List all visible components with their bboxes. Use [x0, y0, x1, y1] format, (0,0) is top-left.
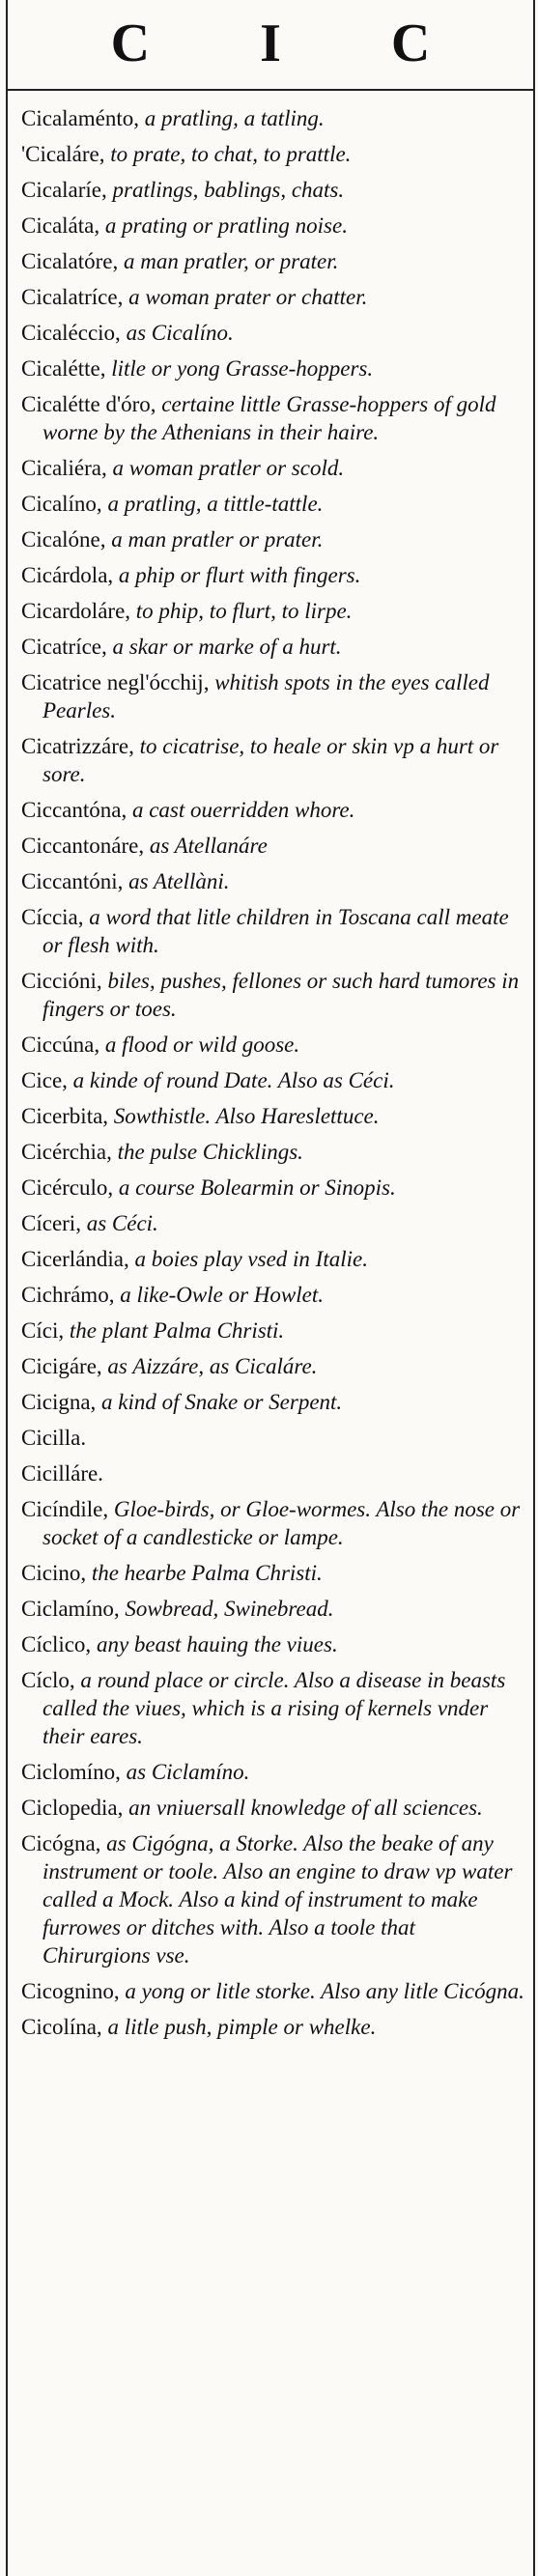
- entry-definition: biles, pushes, fellones or such hard tumores in fingers or toes.: [42, 969, 520, 1021]
- dictionary-entry: [21, 1424, 524, 1452]
- entry-definition: a flood or wild goose.: [104, 1033, 300, 1057]
- entry-definition: a course Bolearmin or Sinopis.: [118, 1175, 396, 1200]
- entry-definition: an vniuersall knowledge of all sciences.: [128, 1796, 483, 1820]
- dictionary-entry: [21, 1829, 524, 1969]
- entry-headword: Cicaláta,: [21, 213, 105, 238]
- entry-headword: Cicilláre.: [21, 1461, 103, 1486]
- dictionary-entry: [21, 633, 524, 661]
- dictionary-entry: [21, 903, 524, 959]
- dictionary-entry: [21, 176, 524, 204]
- entry-definition: a woman pratler or scold.: [112, 456, 345, 480]
- entry-headword: Cicíndile,: [21, 1497, 114, 1521]
- dictionary-entry: [21, 1138, 524, 1166]
- dictionary-entry: [21, 668, 524, 724]
- entry-list: [21, 104, 524, 2049]
- entry-definition: a pratling, a tittle-tattle.: [107, 492, 324, 516]
- entry-headword: Cicalétte d'óro,: [21, 392, 162, 416]
- entry-headword: Cicigáre,: [21, 1354, 108, 1378]
- entry-headword: Cicaliéra,: [21, 456, 113, 480]
- entry-definition: litle or yong Grasse-hoppers.: [111, 356, 374, 381]
- entry-definition: as Atellanáre: [149, 834, 268, 858]
- entry-headword: Cicerlándia,: [21, 1247, 135, 1271]
- entry-definition: the pulse Chicklings.: [117, 1140, 303, 1164]
- dictionary-entry: [21, 1666, 524, 1750]
- entry-headword: Cicatrice negl'ócchij,: [21, 670, 215, 694]
- dictionary-entry: [21, 1630, 524, 1658]
- entry-definition: as Aizzáre, as Cicaláre.: [107, 1354, 318, 1378]
- entry-headword: Ciccantonáre,: [21, 834, 150, 858]
- entry-definition: a kind of Snake or Serpent.: [101, 1390, 343, 1414]
- entry-definition: a man pratler or prater.: [111, 527, 324, 552]
- dictionary-entry: [21, 832, 524, 860]
- entry-headword: Ciccantóni,: [21, 869, 129, 893]
- entry-headword: Cicognino,: [21, 1979, 126, 2003]
- dictionary-entry: [21, 490, 524, 518]
- entry-headword: Cíclico,: [21, 1632, 97, 1656]
- dictionary-entry: [21, 1245, 524, 1273]
- dictionary-entry: [21, 1281, 524, 1309]
- entry-headword: Ciclopedia,: [21, 1796, 129, 1820]
- entry-definition: a boies play vsed in Italie.: [134, 1247, 368, 1271]
- entry-definition: the plant Palma Christi.: [69, 1318, 285, 1343]
- entry-definition: a word that litle children in Toscana call meate or flesh with.: [42, 905, 509, 957]
- entry-definition: a pratling, a tatling.: [144, 106, 325, 130]
- right-border-rule: [533, 0, 535, 2576]
- dictionary-entry: [21, 1352, 524, 1380]
- dictionary-entry: [21, 1459, 524, 1487]
- entry-definition: Sowthistle. Also Hareslettuce.: [113, 1104, 380, 1128]
- dictionary-entry: [21, 1977, 524, 2005]
- dictionary-entry: [21, 1758, 524, 1786]
- entry-definition: a kinde of round Date. Also as Céci.: [72, 1068, 395, 1092]
- entry-headword: Cicino,: [21, 1561, 92, 1585]
- dictionary-entry: [21, 1209, 524, 1237]
- entry-definition: a skar or marke of a hurt.: [112, 635, 342, 659]
- dictionary-entry: [21, 1559, 524, 1587]
- header-divider: [8, 89, 533, 91]
- entry-definition: to cicatrise, to heale or skin vp a hurt or sore.: [42, 734, 499, 786]
- dictionary-entry: [21, 525, 524, 553]
- entry-headword: Cíccia,: [21, 905, 90, 929]
- dictionary-entry: [21, 1388, 524, 1416]
- entry-headword: Cicógna,: [21, 1831, 107, 1855]
- dictionary-entry: [21, 1794, 524, 1822]
- entry-headword: Ciclamíno,: [21, 1597, 126, 1621]
- entry-headword: Cicárdola,: [21, 563, 119, 587]
- entry-headword: Ciccióni,: [21, 969, 108, 993]
- dictionary-entry: [21, 390, 524, 446]
- entry-definition: as Cigógna, a Storke. Also the beake of any instrument or toole. Also an engine to draw vp water called a Mock. Also a kind of instrument to make furrowes or ditches with. Also a toole that Chirurgions vse.: [42, 1831, 513, 1967]
- entry-headword: Cicérchia,: [21, 1140, 118, 1164]
- dictionary-entry: [21, 1495, 524, 1551]
- entry-headword: 'Cicaláre,: [21, 142, 111, 166]
- entry-definition: a woman prater or chatter.: [128, 285, 368, 309]
- entry-headword: Cicalíno,: [21, 492, 108, 516]
- dictionary-entry: [21, 561, 524, 589]
- entry-headword: Cicatrizzáre,: [21, 734, 140, 758]
- entry-definition: a like-Owle or Howlet.: [120, 1283, 324, 1307]
- entry-definition: as Ciclamíno.: [126, 1760, 250, 1784]
- entry-definition: the hearbe Palma Christi.: [91, 1561, 323, 1585]
- entry-headword: Cíclo,: [21, 1668, 81, 1692]
- left-border-rule: [6, 0, 8, 2576]
- dictionary-entry: [21, 1066, 524, 1094]
- dictionary-entry: [21, 247, 524, 275]
- entry-definition: Sowbread, Swinebread.: [125, 1597, 334, 1621]
- entry-definition: whitish spots in the eyes called Pearles.: [42, 670, 490, 722]
- entry-headword: Cíceri,: [21, 1211, 87, 1235]
- entry-definition: as Atellàni.: [128, 869, 230, 893]
- entry-headword: Cichrámo,: [21, 1283, 121, 1307]
- entry-headword: Ciccantóna,: [21, 798, 132, 822]
- entry-headword: Cicalatóre,: [21, 249, 125, 273]
- dictionary-entry: [21, 1316, 524, 1345]
- dictionary-entry: [21, 1174, 524, 1202]
- dictionary-entry: [21, 1595, 524, 1623]
- entry-definition: to phip, to flurt, to lirpe.: [135, 599, 353, 623]
- entry-definition: as Céci.: [86, 1211, 158, 1235]
- entry-headword: Cicolína,: [21, 2015, 108, 2039]
- page-header: C I C: [110, 14, 479, 73]
- dictionary-entry: [21, 104, 524, 132]
- dictionary-entry: [21, 1102, 524, 1130]
- dictionary-entry: [21, 597, 524, 625]
- entry-definition: pratlings, bablings, chats.: [112, 178, 345, 202]
- dictionary-entry: [21, 732, 524, 788]
- entry-headword: Cicigna,: [21, 1390, 102, 1414]
- entry-headword: Cicalóne,: [21, 527, 112, 552]
- dictionary-entry: [21, 212, 524, 240]
- entry-definition: a round place or circle. Also a disease in beasts called the viues, which is a rising of kernels vnder their eares.: [42, 1668, 506, 1748]
- entry-headword: Ciccúna,: [21, 1033, 105, 1057]
- entry-definition: any beast hauing the viues.: [96, 1632, 338, 1656]
- entry-headword: Cicilla.: [21, 1426, 87, 1450]
- entry-definition: a prating or pratling noise.: [104, 213, 348, 238]
- entry-headword: Cicérculo,: [21, 1175, 119, 1200]
- entry-definition: as Cicalíno.: [126, 321, 234, 345]
- dictionary-entry: [21, 454, 524, 482]
- dictionary-entry: [21, 283, 524, 311]
- entry-headword: Cicalétte,: [21, 356, 112, 381]
- entry-headword: Cíci,: [21, 1318, 70, 1343]
- entry-definition: a litle push, pimple or whelke.: [107, 2015, 377, 2039]
- entry-definition: Gloe-birds, or Gloe-wormes. Also the nose or socket of a candlesticke or lampe.: [42, 1497, 521, 1549]
- dictionary-entry: [21, 867, 524, 895]
- entry-headword: Cicalaménto,: [21, 106, 145, 130]
- entry-definition: a yong or litle storke. Also any litle Cicógna.: [125, 1979, 524, 2003]
- dictionary-entry: [21, 2013, 524, 2041]
- entry-definition: to prate, to chat, to prattle.: [110, 142, 352, 166]
- entry-headword: Ciclomíno,: [21, 1760, 127, 1784]
- dictionary-entry: [21, 1031, 524, 1059]
- entry-headword: Cicerbita,: [21, 1104, 114, 1128]
- entry-definition: a phip or flurt with fingers.: [118, 563, 361, 587]
- entry-definition: certaine little Grasse-hoppers of gold worne by the Athenians in their haire.: [42, 392, 496, 444]
- entry-headword: Cicaléccio,: [21, 321, 127, 345]
- dictionary-entry: [21, 319, 524, 347]
- dictionary-entry: [21, 796, 524, 824]
- entry-headword: Cicalaríe,: [21, 178, 113, 202]
- dictionary-entry: [21, 140, 524, 168]
- dictionary-entry: [21, 967, 524, 1023]
- entry-headword: Cice,: [21, 1068, 73, 1092]
- entry-headword: Cicalatríce,: [21, 285, 129, 309]
- dictionary-entry: [21, 354, 524, 382]
- entry-headword: Cicatríce,: [21, 635, 113, 659]
- entry-definition: a cast ouerridden whore.: [131, 798, 355, 822]
- entry-headword: Cicardoláre,: [21, 599, 136, 623]
- entry-definition: a man pratler, or prater.: [124, 249, 339, 273]
